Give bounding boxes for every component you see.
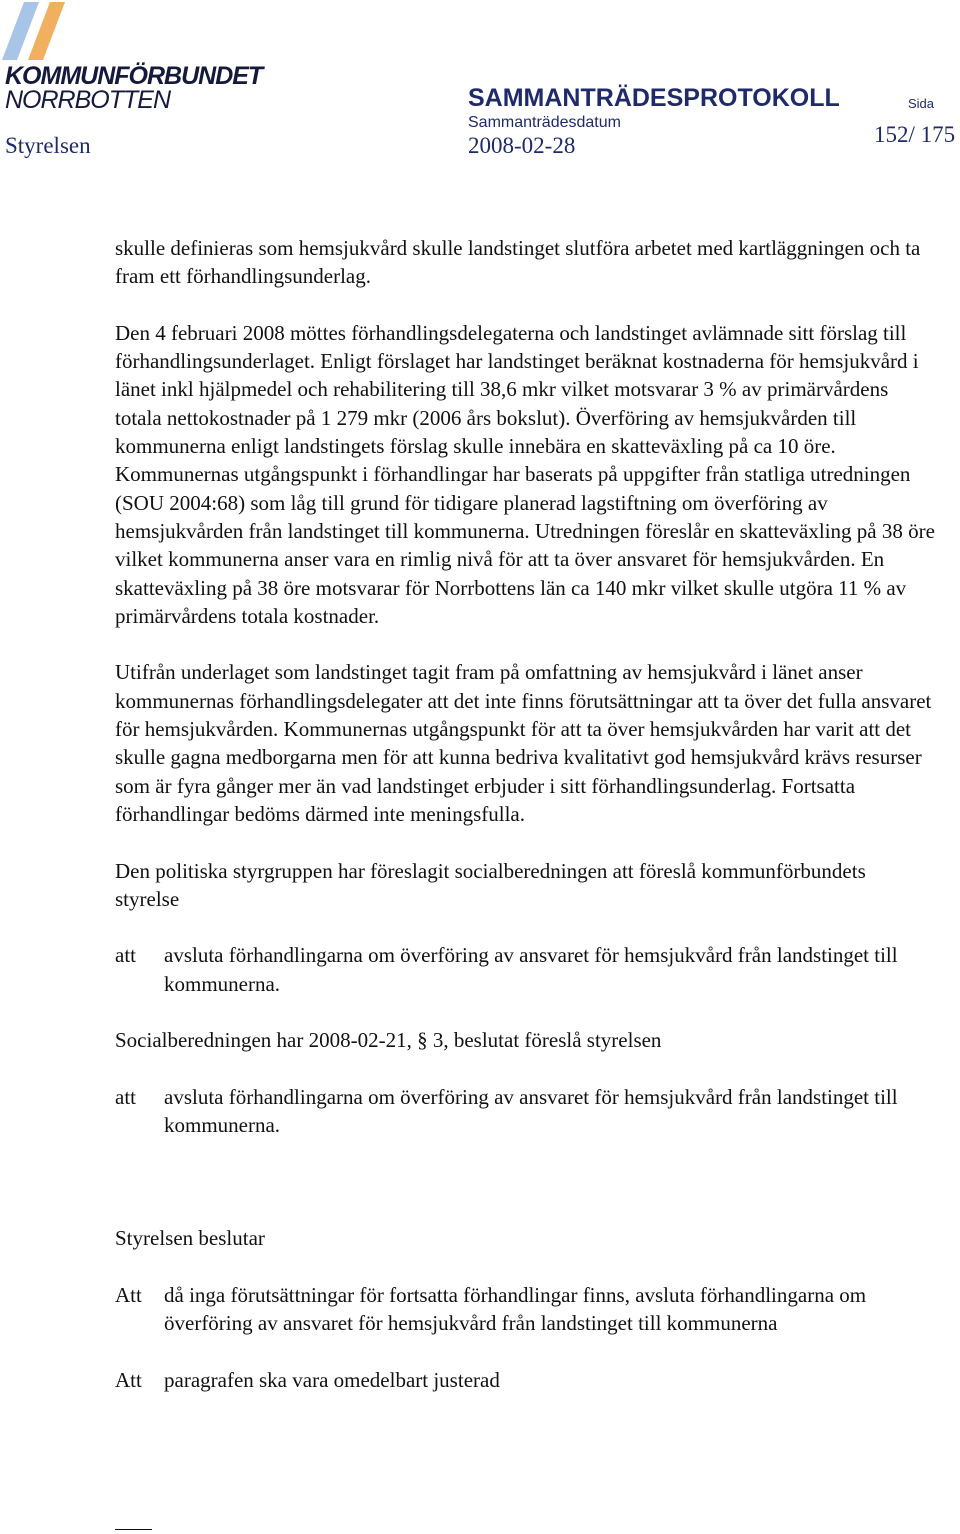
att-keyword: Att [115, 1282, 142, 1307]
department-name: Styrelsen [5, 133, 91, 158]
att-clause-3 [115, 1281, 935, 1338]
logo-stripes-icon [2, 2, 82, 64]
page-number: 152/ 175 [874, 122, 956, 147]
att-clause-4 [115, 1366, 935, 1394]
att-clause-2 [115, 1083, 935, 1140]
att-text: då inga förutsättningar för fortsatta förhandlingar finns, avsluta förhandlingarna om överföring av ansvaret för hemsjukvård från landstinget till kommunerna [164, 1282, 867, 1336]
att-text: avsluta förhandlingarna om överföring av ansvaret för hemsjukvård från landstinget till kommunerna. [164, 943, 898, 996]
signature-divider [115, 1529, 152, 1530]
organization-logo [2, 2, 264, 114]
document-title: SAMMANTRÄDESPROTOKOLL [468, 84, 840, 112]
date-label: Sammanträdesdatum [468, 114, 621, 131]
paragraph-5: Socialberedningen har 2008-02-21, § 3, beslutat föreslå styrelsen [115, 1028, 662, 1053]
protocol-body [115, 234, 935, 1422]
decision-heading: Styrelsen beslutar [115, 1226, 265, 1251]
att-text: avsluta förhandlingarna om överföring av ansvaret för hemsjukvård från landstinget till kommunerna. [164, 1084, 898, 1138]
page-label: Sida [908, 96, 935, 111]
paragraph-4: Den politiska styrgruppen har föreslagit socialberedningen att föreslå kommunförbundets styrelse [115, 858, 866, 911]
paragraph-3: Utifrån underlaget som landstinget tagit fram på omfattning av hemsjukvård i länet anser kommunernas förhandlingsdelegater att det inte finns förutsättningar att ta över det fulla ansvaret för hemsjukvården. Kommunernas utgångspunkt för att ta över hemsjukvården har varit att det skulle gagna medborgarna men för att kunna bedriva kvalitativt god hemsjukvård krävs resurser som är fyra gånger mer än vad landstinget erbjuder i sitt förhandlingsunderlag. Fortsatta förhandlingar bedöms därmed inte meningsfulla. [115, 660, 932, 826]
att-keyword: Att [115, 1367, 142, 1392]
paragraph-1: skulle definieras som hemsjukvård skulle landstinget slutföra arbetet med kartläggningen och ta fram ett förhandlingsunderlag. [115, 236, 921, 289]
meeting-date: 2008-02-28 [468, 133, 576, 158]
logo-text-line2: NORRBOTTEN [5, 86, 170, 114]
att-clause-1 [115, 941, 935, 998]
att-text: paragrafen ska vara omedelbart justerad [164, 1367, 500, 1392]
att-keyword: att [115, 943, 136, 968]
paragraph-2: Den 4 februari 2008 möttes förhandlingsdelegaterna och landstinget avlämnade sitt förslag till förhandlingsunderlaget. Enligt förslaget har landstinget beräknat kostnaderna för hemsjukvård i länet inkl hjälpmedel och rehabilitering till 38,6 mkr vilket motsvarar 3 % av primärvårdens totala nettokostnader på 1 279 mkr (2006 års bokslut). Överföring av hemsjukvården till kommunerna enligt landstingets förslag skulle innebära en skatteväxling på ca 10 öre. Kommunernas utgångspunkt i förhandlingar har baserats på uppgifter från statliga utredningen (SOU 2004:68) som låg till grund för tidigare planerad lagstiftning om överföring av hemsjukvården från landstinget till kommunerna. Utredningen föreslår en skatteväxling på 38 öre vilket kommunerna anser vara en rimlig nivå för att ta över ansvaret för hemsjukvården. En skatteväxling på 38 öre motsvarar för Norrbottens län ca 140 mkr vilket skulle utgöra 11 % av primärvårdens totala kostnader. [115, 320, 935, 628]
spacer [115, 1168, 935, 1225]
logo-text-line1: KOMMUNFÖRBUNDET [5, 62, 263, 90]
att-keyword: att [115, 1084, 136, 1109]
